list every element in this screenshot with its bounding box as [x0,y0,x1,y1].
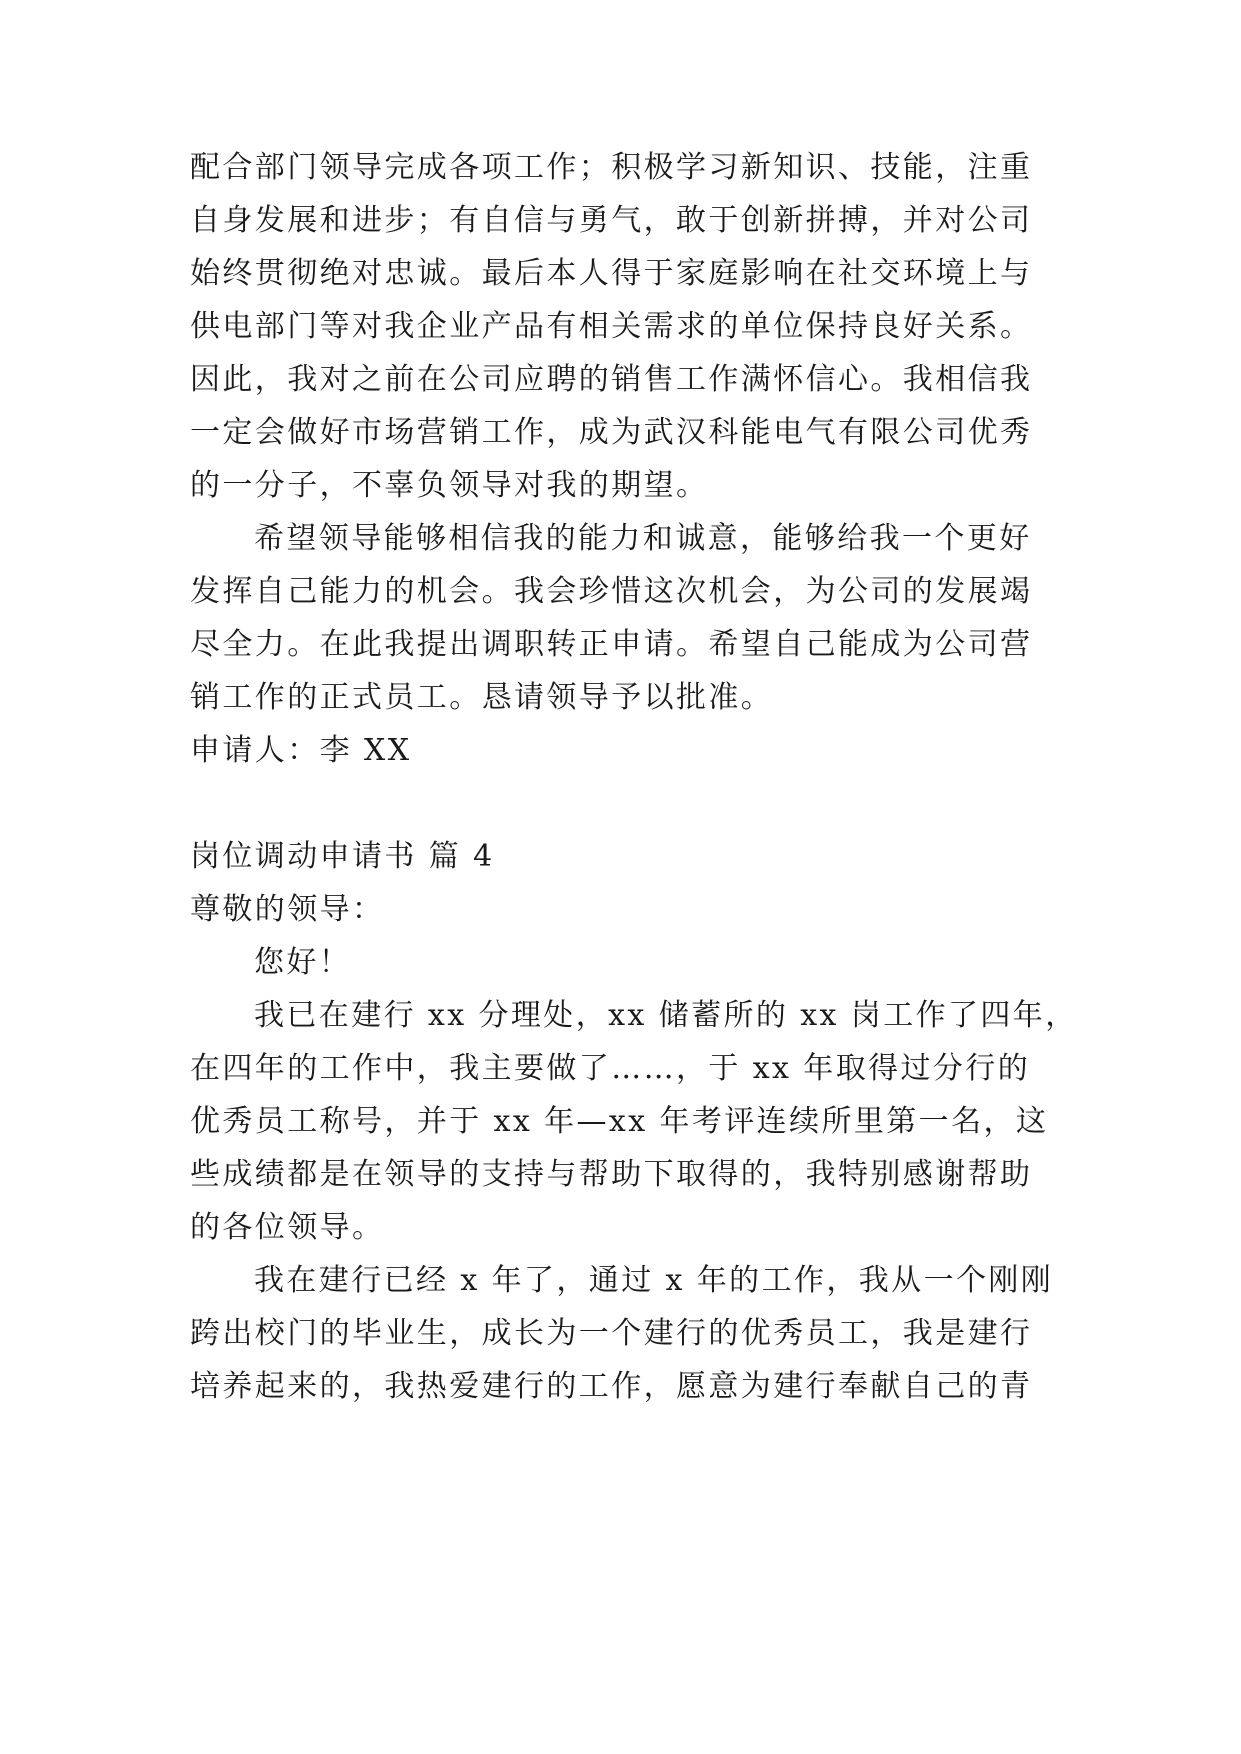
text-line: 优秀员工称号，并于 xx 年—xx 年考评连续所里第一名，这 [190,1104,1049,1139]
text-line: 供电部门等对我企业产品有相关需求的单位保持良好关系。 [190,309,1033,344]
salutation: 尊敬的领导： [190,892,385,927]
signature-line: 申请人：李 XX [190,733,412,768]
text-line: 配合部门领导完成各项工作；积极学习新知识、技能，注重 [190,150,1033,185]
text-line: 自身发展和进步；有自信与勇气，敢于创新拼搏，并对公司 [190,203,1033,238]
text-line: 的各位领导。 [190,1210,385,1245]
text-line: 我在建行已经 x 年了，通过 x 年的工作，我从一个刚刚 [254,1263,1054,1298]
text-line: 因此，我对之前在公司应聘的销售工作满怀信心。我相信我 [190,362,1033,397]
text-line: 发挥自己能力的机会。我会珍惜这次机会，为公司的发展竭 [190,574,1033,609]
text-line: 希望领导能够相信我的能力和诚意，能够给我一个更好 [254,521,1032,556]
text-line: 尽全力。在此我提出调职转正申请。希望自己能成为公司营 [190,627,1033,662]
text-line: 始终贯彻绝对忠诚。最后本人得于家庭影响在社交环境上与 [190,256,1033,291]
text-line: 我已在建行 xx 分理处，xx 储蓄所的 xx 岗工作了四年， [254,998,1078,1033]
text-line: 的一分子，不辜负领导对我的期望。 [190,468,709,503]
greeting: 您好！ [254,945,352,980]
text-line: 跨出校门的毕业生，成长为一个建行的优秀员工，我是建行 [190,1316,1033,1351]
text-line: 些成绩都是在领导的支持与帮助下取得的，我特别感谢帮助 [190,1157,1033,1192]
section-heading: 岗位调动申请书 篇 4 [190,839,495,874]
text-line: 在四年的工作中，我主要做了……，于 xx 年取得过分行的 [190,1051,1031,1086]
text-line: 培养起来的，我热爱建行的工作，愿意为建行奉献自己的青 [190,1369,1033,1404]
text-line: 销工作的正式员工。恳请领导予以批准。 [190,680,774,715]
text-line: 一定会做好市场营销工作，成为武汉科能电气有限公司优秀 [190,415,1033,450]
